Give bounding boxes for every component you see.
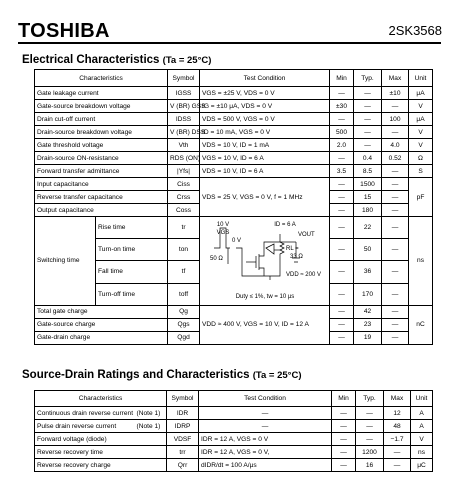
- row-name: Reverse recovery time: [35, 446, 167, 459]
- table-row: [35, 433, 433, 446]
- row-max: —: [382, 204, 409, 217]
- row-typ: 19: [354, 331, 382, 344]
- row-condition: VGS = 10 V, ID = 6 A: [200, 152, 330, 165]
- row-name: Continuous drain reverse current: [35, 407, 135, 420]
- switching-test-circuit: [200, 218, 330, 304]
- row-typ: 0.4: [354, 152, 382, 165]
- gate-charge-unit: nC: [409, 305, 433, 344]
- table-row: [35, 407, 433, 420]
- row-min: ±30: [330, 100, 354, 113]
- row-min: —: [330, 305, 354, 318]
- row-name: Output capacitance: [35, 204, 168, 217]
- table-header-row: [35, 70, 433, 87]
- capacitance-unit: pF: [409, 178, 433, 217]
- row-condition: ID = 10 mA, VGS = 0 V: [200, 126, 330, 139]
- col-characteristics: Characteristics: [35, 70, 168, 87]
- row-condition: IDR = 12 A, VGS = 0 V: [199, 433, 332, 446]
- rg-label: 50 Ω: [210, 255, 223, 262]
- row-symbol: V (BR) DSS: [168, 126, 200, 139]
- row-unit: S: [409, 165, 433, 178]
- section1-title: Electrical Characteristics: [22, 54, 160, 66]
- row-condition: IDR = 12 A, VGS = 0 V,: [199, 446, 332, 459]
- row-typ: —: [354, 126, 382, 139]
- table-row: [35, 152, 433, 165]
- row-name: Reverse transfer capacitance: [35, 191, 168, 204]
- section2-title: Source-Drain Ratings and Characteristics: [22, 369, 250, 381]
- row-unit: A: [411, 420, 433, 433]
- col-symbol: Symbol: [168, 70, 200, 87]
- row-max: ±10: [382, 87, 409, 100]
- table-row: [35, 113, 433, 126]
- row-unit: V: [411, 433, 433, 446]
- row-typ: 16: [356, 459, 384, 472]
- row-min: —: [330, 239, 354, 261]
- col-min: Min: [330, 70, 354, 87]
- row-max: —: [382, 305, 409, 318]
- table-row: [35, 459, 433, 472]
- row-symbol: IDSS: [168, 113, 200, 126]
- row-name: Gate-source breakdown voltage: [35, 100, 168, 113]
- row-min: —: [330, 87, 354, 100]
- row-symbol: RDS (ON): [168, 152, 200, 165]
- row-min: —: [330, 318, 354, 331]
- duty-note: Duty ≤ 1%, tw = 10 μs: [235, 293, 295, 300]
- row-note: (Note 1): [135, 420, 167, 433]
- row-typ: 50: [354, 239, 382, 261]
- col-max: Max: [382, 70, 409, 87]
- row-max: —: [382, 318, 409, 331]
- col-unit: Unit: [411, 391, 433, 407]
- row-min: —: [332, 446, 356, 459]
- row-name: Gate leakage current: [35, 87, 168, 100]
- row-condition: VDS = 10 V, ID = 1 mA: [200, 139, 330, 152]
- row-unit: A: [411, 407, 433, 420]
- row-symbol: IDR: [167, 407, 199, 420]
- row-typ: —: [354, 100, 382, 113]
- row-min: 3.5: [330, 165, 354, 178]
- id-label: ID = 6 A: [274, 221, 296, 228]
- capacitance-condition: VDS = 25 V, VGS = 0 V, f = 1 MHz: [200, 178, 330, 217]
- col-max: Max: [384, 391, 411, 407]
- row-condition: IG = ±10 μA, VDS = 0 V: [200, 100, 330, 113]
- row-name: Gate-drain charge: [35, 331, 168, 344]
- switching-circuit-cell: [200, 217, 330, 306]
- row-typ: 170: [354, 283, 382, 305]
- switching-time-label: Switching time: [35, 217, 96, 306]
- row-condition: VDS = 10 V, ID = 6 A: [200, 165, 330, 178]
- row-min: —: [332, 420, 356, 433]
- col-min: Min: [332, 391, 356, 407]
- row-condition: VGS = ±25 V, VDS = 0 V: [200, 87, 330, 100]
- row-symbol: toff: [168, 283, 200, 305]
- part-number: 2SK3568: [388, 23, 442, 38]
- row-name: Fall time: [96, 261, 168, 283]
- row-max: —: [382, 126, 409, 139]
- vgs-high: 10 V: [216, 221, 230, 228]
- switching-unit: ns: [409, 217, 433, 306]
- row-symbol: Qg: [168, 305, 200, 318]
- row-symbol: Vth: [168, 139, 200, 152]
- row-min: 500: [330, 126, 354, 139]
- row-max: 48: [384, 420, 411, 433]
- row-symbol: tf: [168, 261, 200, 283]
- table-row: [35, 87, 433, 100]
- row-max: 0.52: [382, 152, 409, 165]
- row-symbol: trr: [167, 446, 199, 459]
- row-min: —: [330, 217, 354, 239]
- row-max: —: [382, 165, 409, 178]
- source-drain-table: [34, 390, 433, 472]
- row-min: —: [332, 459, 356, 472]
- col-test-condition: Test Condition: [199, 391, 332, 407]
- row-max: —: [382, 239, 409, 261]
- vdd-label: VDD ≈ 200 V: [286, 271, 321, 278]
- row-max: 12: [384, 407, 411, 420]
- row-name: Total gate charge: [35, 305, 168, 318]
- section2-condition: (Ta = 25°C): [252, 370, 302, 381]
- row-symbol: Qgs: [168, 318, 200, 331]
- row-typ: 1500: [354, 178, 382, 191]
- row-max: —: [382, 331, 409, 344]
- row-typ: 1200: [356, 446, 384, 459]
- table-row: [35, 100, 433, 113]
- header-rule: [18, 42, 441, 44]
- col-unit: Unit: [409, 70, 433, 87]
- row-min: —: [330, 191, 354, 204]
- gate-charge-condition: VDD ≈ 400 V, VGS = 10 V, ID = 12 A: [200, 305, 330, 344]
- row-max: —: [384, 459, 411, 472]
- row-unit: μA: [409, 113, 433, 126]
- row-typ: —: [354, 113, 382, 126]
- row-symbol: Crss: [168, 191, 200, 204]
- row-max: —: [382, 178, 409, 191]
- row-condition: VDS = 500 V, VGS = 0 V: [200, 113, 330, 126]
- row-min: —: [330, 152, 354, 165]
- row-max: —: [382, 261, 409, 283]
- row-max: —: [384, 446, 411, 459]
- row-name: Turn-off time: [96, 283, 168, 305]
- row-name: Forward voltage (diode): [35, 433, 167, 446]
- row-symbol: IDRP: [167, 420, 199, 433]
- row-max: −1.7: [384, 433, 411, 446]
- row-max: 100: [382, 113, 409, 126]
- row-symbol: V (BR) GSS: [168, 100, 200, 113]
- row-condition: —: [199, 420, 332, 433]
- vgs-label: VGS: [216, 229, 230, 236]
- table-row: [35, 139, 433, 152]
- row-min: —: [330, 113, 354, 126]
- row-name: Drain cut-off current: [35, 113, 168, 126]
- row-typ: 180: [354, 204, 382, 217]
- row-symbol: Coss: [168, 204, 200, 217]
- col-symbol: Symbol: [167, 391, 199, 407]
- row-condition: —: [199, 407, 332, 420]
- row-min: —: [330, 283, 354, 305]
- table-row: [35, 165, 433, 178]
- row-name: Turn-on time: [96, 239, 168, 261]
- row-typ: 23: [354, 318, 382, 331]
- section1-condition: (Ta = 25°C): [162, 55, 212, 66]
- row-name: Rise time: [96, 217, 168, 239]
- row-typ: 42: [354, 305, 382, 318]
- row-symbol: VDSF: [167, 433, 199, 446]
- brand-logo: TOSHIBA: [18, 20, 110, 42]
- row-unit: Ω: [409, 152, 433, 165]
- vout-label: VOUT: [298, 231, 315, 238]
- table-row: [35, 178, 433, 191]
- row-min: —: [330, 261, 354, 283]
- row-symbol: tr: [168, 217, 200, 239]
- col-characteristics: Characteristics: [35, 391, 167, 407]
- table-row: [35, 126, 433, 139]
- rl-value: 33 Ω: [290, 253, 303, 260]
- row-max: 4.0: [382, 139, 409, 152]
- section2-heading: [22, 369, 301, 381]
- section1-heading: [22, 54, 211, 66]
- row-unit: V: [409, 100, 433, 113]
- row-typ: —: [356, 420, 384, 433]
- row-typ: 8.5: [354, 165, 382, 178]
- row-typ: 22: [354, 217, 382, 239]
- row-unit: V: [409, 126, 433, 139]
- col-test-condition: Test Condition: [200, 70, 330, 87]
- row-symbol: Ciss: [168, 178, 200, 191]
- row-name: Drain-source breakdown voltage: [35, 126, 168, 139]
- row-unit: V: [409, 139, 433, 152]
- row-unit: μC: [411, 459, 433, 472]
- row-name: Forward transfer admittance: [35, 165, 168, 178]
- table-row: [35, 217, 433, 239]
- row-typ: 36: [354, 261, 382, 283]
- row-max: —: [382, 283, 409, 305]
- row-min: —: [332, 407, 356, 420]
- row-name: Reverse recovery charge: [35, 459, 167, 472]
- table-row: [35, 446, 433, 459]
- col-typ: Typ.: [354, 70, 382, 87]
- row-name: Gate threshold voltage: [35, 139, 168, 152]
- row-symbol: |Yfs|: [168, 165, 200, 178]
- electrical-characteristics-table: [34, 69, 433, 345]
- row-min: —: [330, 331, 354, 344]
- row-max: —: [382, 100, 409, 113]
- row-max: —: [382, 217, 409, 239]
- row-name: Drain-source ON-resistance: [35, 152, 168, 165]
- row-symbol: ton: [168, 239, 200, 261]
- table-row: [35, 420, 433, 433]
- row-typ: —: [356, 433, 384, 446]
- row-typ: 15: [354, 191, 382, 204]
- row-symbol: Qgd: [168, 331, 200, 344]
- row-max: —: [382, 191, 409, 204]
- row-name: Gate-source charge: [35, 318, 168, 331]
- row-name: Input capacitance: [35, 178, 168, 191]
- table-row: [35, 305, 433, 318]
- rl-label: RL =: [286, 245, 299, 252]
- row-min: —: [330, 178, 354, 191]
- row-symbol: Qrr: [167, 459, 199, 472]
- row-unit: ns: [411, 446, 433, 459]
- row-typ: —: [356, 407, 384, 420]
- row-condition: dIDR/dt = 100 A/μs: [199, 459, 332, 472]
- row-typ: —: [354, 139, 382, 152]
- row-min: 2.0: [330, 139, 354, 152]
- col-typ: Typ.: [356, 391, 384, 407]
- table-header-row: [35, 391, 433, 407]
- row-symbol: IGSS: [168, 87, 200, 100]
- row-typ: —: [354, 87, 382, 100]
- row-note: (Note 1): [135, 407, 167, 420]
- row-name: Pulse drain reverse current: [35, 420, 135, 433]
- row-unit: μA: [409, 87, 433, 100]
- row-min: —: [332, 433, 356, 446]
- vgs-low: 0 V: [232, 237, 242, 244]
- row-min: —: [330, 204, 354, 217]
